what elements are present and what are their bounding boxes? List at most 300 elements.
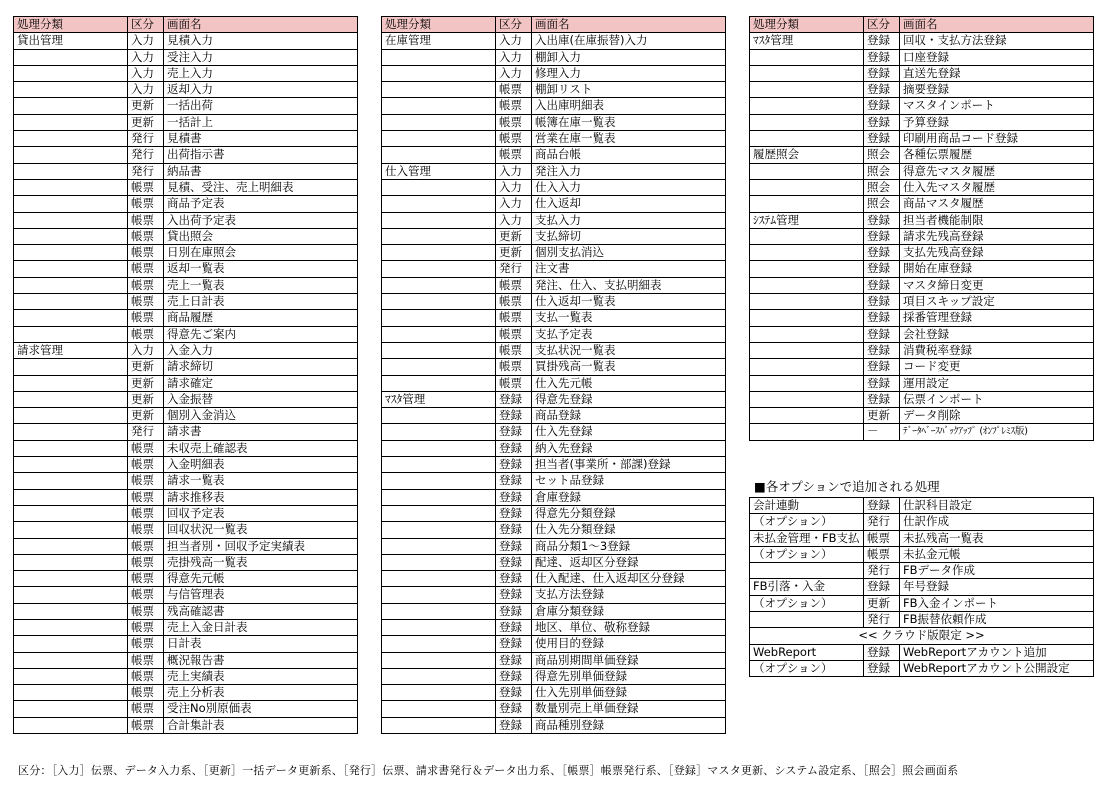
screen-name-cell: マスタ締日変更 xyxy=(900,277,1094,293)
category-cell xyxy=(382,554,496,570)
kubun-cell: 帳票 xyxy=(496,342,532,358)
table-row xyxy=(750,179,1094,195)
table-row xyxy=(750,131,1094,147)
kubun-cell: 帳票 xyxy=(128,277,164,293)
screen-name-cell: マスタインポート xyxy=(900,98,1094,114)
screen-name-cell: 売上一覧表 xyxy=(164,277,358,293)
screen-name-cell: 見積入力 xyxy=(164,33,358,49)
screen-name-cell: 得意先分類登録 xyxy=(532,505,726,521)
table-row xyxy=(382,326,726,342)
table-row xyxy=(14,147,358,163)
screen-name-cell: 支払状況一覧表 xyxy=(532,342,726,358)
category-cell xyxy=(750,375,864,391)
screen-name-cell: 返却一覧表 xyxy=(164,261,358,277)
kubun-cell: 帳票 xyxy=(496,375,532,391)
screen-name-cell: 仕入配達、仕入返却区分登録 xyxy=(532,571,726,587)
category-cell xyxy=(382,489,496,505)
kubun-cell: 登録 xyxy=(496,636,532,652)
screen-name-cell: 営業在庫一覧表 xyxy=(532,131,726,147)
table-left xyxy=(13,16,358,734)
kubun-cell: 入力 xyxy=(128,33,164,49)
kubun-cell: 登録 xyxy=(864,498,900,514)
table-row xyxy=(14,342,358,358)
kubun-cell: 帳票 xyxy=(128,636,164,652)
table-row xyxy=(14,652,358,668)
table-row xyxy=(750,212,1094,228)
kubun-cell: 帳票 xyxy=(128,685,164,701)
screen-name-cell: 支払一覧表 xyxy=(532,310,726,326)
screen-name-cell: 得意先マスタ履歴 xyxy=(900,163,1094,179)
category-cell xyxy=(382,49,496,65)
screen-name-cell: 支払予定表 xyxy=(532,326,726,342)
options-title: ■各オプションで追加される処理 xyxy=(754,479,940,494)
category-cell xyxy=(382,245,496,261)
category-cell xyxy=(750,294,864,310)
table-row xyxy=(14,49,358,65)
category-cell xyxy=(750,563,864,579)
table-row xyxy=(382,245,726,261)
category-cell xyxy=(750,228,864,244)
screen-name-cell: 入出庫(在庫振替)入力 xyxy=(532,33,726,49)
table-row xyxy=(14,668,358,684)
category-cell xyxy=(382,359,496,375)
table-row xyxy=(14,359,358,375)
kubun-cell: 帳票 xyxy=(496,131,532,147)
kubun-cell: － xyxy=(864,424,900,440)
table-row xyxy=(382,163,726,179)
category-cell xyxy=(382,685,496,701)
kubun-cell: 登録 xyxy=(496,505,532,521)
kubun-cell: 帳票 xyxy=(128,310,164,326)
table-row xyxy=(750,310,1094,326)
screen-name-cell: 帳簿在庫一覧表 xyxy=(532,114,726,130)
screen-name-cell: 運用設定 xyxy=(900,375,1094,391)
table-row xyxy=(382,261,726,277)
kubun-cell: 登録 xyxy=(496,440,532,456)
screen-name-cell: 使用目的登録 xyxy=(532,636,726,652)
screen-name-cell: FBデータ作成 xyxy=(900,563,1094,579)
screen-name-cell: 得意先別単価登録 xyxy=(532,668,726,684)
screen-name-cell: 与信管理表 xyxy=(164,587,358,603)
table-row xyxy=(750,612,1094,628)
category-cell xyxy=(14,457,128,473)
table-row xyxy=(750,595,1094,611)
screen-name-cell: 担当者別・回収予定実績表 xyxy=(164,538,358,554)
kubun-cell: 登録 xyxy=(864,326,900,342)
table-row xyxy=(14,212,358,228)
kubun-cell: 登録 xyxy=(496,652,532,668)
screen-name-cell: 商品登録 xyxy=(532,408,726,424)
screen-name-cell: 売上入金日計表 xyxy=(164,619,358,635)
kubun-cell: 登録 xyxy=(864,82,900,98)
table-row xyxy=(382,603,726,619)
category-cell xyxy=(14,554,128,570)
table-row xyxy=(382,82,726,98)
table-row xyxy=(14,114,358,130)
table-row xyxy=(382,701,726,717)
category-cell xyxy=(750,408,864,424)
category-cell xyxy=(750,98,864,114)
screen-name-cell: 売上入力 xyxy=(164,65,358,81)
category-cell xyxy=(750,245,864,261)
kubun-cell: 帳票 xyxy=(128,473,164,489)
table-row xyxy=(14,473,358,489)
screen-name-cell: 返却入力 xyxy=(164,82,358,98)
category-cell xyxy=(750,131,864,147)
screen-name-cell: 一括計上 xyxy=(164,114,358,130)
screen-name-cell: 入出庫明細表 xyxy=(532,98,726,114)
screen-name-cell: 売上分析表 xyxy=(164,685,358,701)
category-cell xyxy=(14,245,128,261)
category-cell: 貸出管理 xyxy=(14,33,128,49)
kubun-cell: 帳票 xyxy=(128,245,164,261)
category-cell xyxy=(382,294,496,310)
screen-name-cell: 発注、仕入、支払明細表 xyxy=(532,277,726,293)
screen-name-cell: 見積、受注、売上明細表 xyxy=(164,179,358,195)
table-options xyxy=(749,497,1094,677)
category-cell: ﾏｽﾀ管理 xyxy=(750,33,864,49)
category-cell xyxy=(14,636,128,652)
screen-name-cell: 仕入先分類登録 xyxy=(532,522,726,538)
kubun-cell: 照会 xyxy=(864,147,900,163)
screen-name-cell: 修理入力 xyxy=(532,65,726,81)
screen-name-cell: FB振替依頼作成 xyxy=(900,612,1094,628)
category-cell xyxy=(382,619,496,635)
screen-name-cell: 得意先元帳 xyxy=(164,571,358,587)
category-cell xyxy=(382,424,496,440)
kubun-cell: 帳票 xyxy=(128,717,164,733)
kubun-cell: 更新 xyxy=(128,391,164,407)
category-cell xyxy=(382,179,496,195)
kubun-cell: 帳票 xyxy=(128,701,164,717)
kubun-cell: 照会 xyxy=(864,163,900,179)
table-row xyxy=(382,571,726,587)
table-row xyxy=(382,359,726,375)
kubun-cell: 登録 xyxy=(864,212,900,228)
category-cell xyxy=(14,326,128,342)
table-row xyxy=(382,424,726,440)
table-row xyxy=(382,668,726,684)
screen-name-cell: 仕入先登録 xyxy=(532,424,726,440)
category-cell xyxy=(14,391,128,407)
table-row xyxy=(14,685,358,701)
screen-name-cell: 売上実績表 xyxy=(164,668,358,684)
table-row xyxy=(750,33,1094,49)
category-cell xyxy=(382,587,496,603)
screen-name-cell: 出荷指示書 xyxy=(164,147,358,163)
screen-name-cell: 採番管理登録 xyxy=(900,310,1094,326)
category-cell xyxy=(750,196,864,212)
kubun-cell: 帳票 xyxy=(496,294,532,310)
screen-name-cell: 一括出荷 xyxy=(164,98,358,114)
category-cell xyxy=(14,196,128,212)
kubun-cell: 登録 xyxy=(496,701,532,717)
table-row xyxy=(750,82,1094,98)
kubun-cell: 登録 xyxy=(496,424,532,440)
table-row xyxy=(750,326,1094,342)
category-cell: WebReport xyxy=(750,644,864,660)
category-cell xyxy=(382,701,496,717)
table-row xyxy=(14,179,358,195)
table-row xyxy=(14,375,358,391)
screen-name-cell: セット品登録 xyxy=(532,473,726,489)
category-cell xyxy=(382,505,496,521)
category-cell xyxy=(382,668,496,684)
category-cell xyxy=(14,603,128,619)
kubun-cell: 登録 xyxy=(864,114,900,130)
kubun-cell: 更新 xyxy=(128,114,164,130)
category-cell xyxy=(14,114,128,130)
category-cell xyxy=(382,326,496,342)
table-row xyxy=(750,514,1094,530)
table-row xyxy=(382,310,726,326)
table-row xyxy=(750,579,1094,595)
category-cell xyxy=(750,424,864,440)
kubun-cell: 入力 xyxy=(496,49,532,65)
screen-name-cell: 回収予定表 xyxy=(164,505,358,521)
category-cell xyxy=(14,717,128,733)
header-row xyxy=(750,17,1094,33)
kubun-cell: 帳票 xyxy=(128,538,164,554)
kubun-cell: 帳票 xyxy=(128,440,164,456)
table-row xyxy=(382,652,726,668)
table-row xyxy=(14,131,358,147)
kubun-cell: 登録 xyxy=(496,619,532,635)
category-cell xyxy=(14,489,128,505)
table-row xyxy=(14,294,358,310)
kubun-cell: 入力 xyxy=(128,82,164,98)
category-cell xyxy=(382,131,496,147)
screen-name-cell: 倉庫分類登録 xyxy=(532,603,726,619)
table-row xyxy=(382,457,726,473)
screen-name-cell: 請求書 xyxy=(164,424,358,440)
kubun-cell: 入力 xyxy=(128,49,164,65)
screen-name-cell: 納品書 xyxy=(164,163,358,179)
table-row xyxy=(14,277,358,293)
table-row xyxy=(14,538,358,554)
category-cell: ﾏｽﾀ管理 xyxy=(382,391,496,407)
screen-name-cell: 仕訳科目設定 xyxy=(900,498,1094,514)
category-cell xyxy=(382,196,496,212)
category-cell xyxy=(14,473,128,489)
screen-name-cell: 入出荷予定表 xyxy=(164,212,358,228)
category-cell xyxy=(14,212,128,228)
screen-name-cell: 売上日計表 xyxy=(164,294,358,310)
kubun-cell: 帳票 xyxy=(496,326,532,342)
table-row xyxy=(750,163,1094,179)
category-cell xyxy=(14,310,128,326)
screen-name-cell: 仕入先別単価登録 xyxy=(532,685,726,701)
kubun-cell: 帳票 xyxy=(128,261,164,277)
table-row xyxy=(382,49,726,65)
screen-name-cell: 貸出照会 xyxy=(164,228,358,244)
table-row xyxy=(382,619,726,635)
table-row xyxy=(382,114,726,130)
screen-name-cell: 会社登録 xyxy=(900,326,1094,342)
screen-name-cell: 配達、返却区分登録 xyxy=(532,554,726,570)
kubun-cell: 登録 xyxy=(864,245,900,261)
category-cell xyxy=(382,636,496,652)
header-kubun: 区分 xyxy=(496,17,532,33)
kubun-cell: 登録 xyxy=(864,65,900,81)
header-row xyxy=(14,17,358,33)
kubun-cell: 帳票 xyxy=(496,82,532,98)
screen-name-cell: 予算登録 xyxy=(900,114,1094,130)
category-cell xyxy=(382,652,496,668)
kubun-cell: 登録 xyxy=(496,473,532,489)
screen-name-cell: 注文書 xyxy=(532,261,726,277)
kubun-cell: 登録 xyxy=(864,579,900,595)
table-row xyxy=(750,49,1094,65)
category-cell xyxy=(382,82,496,98)
category-cell xyxy=(750,163,864,179)
screen-name-cell: 開始在庫登録 xyxy=(900,261,1094,277)
kubun-cell: 登録 xyxy=(496,717,532,733)
category-cell xyxy=(14,228,128,244)
category-cell xyxy=(750,114,864,130)
kubun-cell: 帳票 xyxy=(496,98,532,114)
table-row xyxy=(750,546,1094,562)
screen-name-cell: 商品台帳 xyxy=(532,147,726,163)
category-cell: 会計連動 xyxy=(750,498,864,514)
screen-name-cell: 請求推移表 xyxy=(164,489,358,505)
kubun-cell: 登録 xyxy=(864,228,900,244)
kubun-cell: 帳票 xyxy=(496,114,532,130)
screen-name-cell: 倉庫登録 xyxy=(532,489,726,505)
table-row xyxy=(750,277,1094,293)
kubun-cell: 帳票 xyxy=(496,359,532,375)
kubun-cell: 登録 xyxy=(496,457,532,473)
screen-name-cell: 発注入力 xyxy=(532,163,726,179)
category-cell xyxy=(382,342,496,358)
kubun-cell: 更新 xyxy=(496,245,532,261)
screen-name-cell: 請求先残高登録 xyxy=(900,228,1094,244)
kubun-cell: 登録 xyxy=(864,33,900,49)
table-row xyxy=(14,424,358,440)
table-row xyxy=(382,98,726,114)
category-cell xyxy=(14,131,128,147)
kubun-cell: 登録 xyxy=(864,391,900,407)
screen-name-cell: 支払方法登録 xyxy=(532,587,726,603)
category-cell xyxy=(14,82,128,98)
header-screen-name: 画面名 xyxy=(164,17,358,33)
category-cell: （オプション） xyxy=(750,660,864,676)
screen-name-cell: 得意先登録 xyxy=(532,391,726,407)
table-row xyxy=(14,98,358,114)
screen-name-cell: 地区、単位、敬称登録 xyxy=(532,619,726,635)
screen-name-cell: 商品別期間単価登録 xyxy=(532,652,726,668)
kubun-cell: 帳票 xyxy=(128,652,164,668)
table-row xyxy=(14,163,358,179)
kubun-cell: 更新 xyxy=(128,375,164,391)
kubun-cell: 入力 xyxy=(128,65,164,81)
screen-name-cell: 棚卸リスト xyxy=(532,82,726,98)
screen-name-cell: 商品分類1～3登録 xyxy=(532,538,726,554)
kubun-cell: 登録 xyxy=(864,294,900,310)
screen-name-cell: 棚卸入力 xyxy=(532,49,726,65)
category-cell xyxy=(14,685,128,701)
kubun-cell: 発行 xyxy=(864,514,900,530)
category-cell xyxy=(750,391,864,407)
category-cell xyxy=(14,522,128,538)
kubun-cell: 発行 xyxy=(864,612,900,628)
table-row xyxy=(382,554,726,570)
screen-name-cell: 未収売上確認表 xyxy=(164,440,358,456)
kubun-cell: 帳票 xyxy=(128,554,164,570)
screen-name-cell: 年号登録 xyxy=(900,579,1094,595)
kubun-cell: 発行 xyxy=(128,131,164,147)
kubun-cell: 登録 xyxy=(864,261,900,277)
category-cell xyxy=(750,65,864,81)
screen-name-cell: ﾃﾞｰﾀﾍﾞｰｽﾊﾞｯｸｱｯﾌﾟ (ｵﾝﾌﾟﾚﾐｽ版) xyxy=(900,424,1094,440)
screen-name-cell: 入金振替 xyxy=(164,391,358,407)
table-row xyxy=(14,440,358,456)
kubun-cell: 登録 xyxy=(864,644,900,660)
category-cell xyxy=(750,310,864,326)
kubun-cell: 帳票 xyxy=(128,196,164,212)
screen-name-cell: WebReportアカウント公開設定 xyxy=(900,660,1094,676)
category-cell xyxy=(382,277,496,293)
screen-name-cell: 支払先残高登録 xyxy=(900,245,1094,261)
screen-name-cell: 商品予定表 xyxy=(164,196,358,212)
category-cell xyxy=(14,701,128,717)
category-cell xyxy=(14,261,128,277)
screen-name-cell: 入金入力 xyxy=(164,342,358,358)
category-cell: （オプション） xyxy=(750,514,864,530)
legend-note: 区分：［入力］伝票、データ入力系、［更新］一括データ更新系、［発行］伝票、請求書発行＆データ出力系、［帳票］帳票発行系、［登録］マスタ更新、システム設定系、［照会］照会画面系 xyxy=(18,764,959,777)
screen-name-cell: 得意先ご案内 xyxy=(164,326,358,342)
header-kubun: 区分 xyxy=(864,17,900,33)
table-row xyxy=(14,228,358,244)
screen-name-cell: 未払金元帳 xyxy=(900,546,1094,562)
table-row xyxy=(14,587,358,603)
table-row xyxy=(750,375,1094,391)
screen-name-cell: 項目スキップ設定 xyxy=(900,294,1094,310)
table-row xyxy=(14,619,358,635)
table-row xyxy=(382,538,726,554)
table-row xyxy=(14,65,358,81)
category-cell xyxy=(382,473,496,489)
category-cell xyxy=(14,277,128,293)
table-row xyxy=(382,131,726,147)
category-cell: （オプション） xyxy=(750,546,864,562)
kubun-cell: 帳票 xyxy=(128,587,164,603)
kubun-cell: 入力 xyxy=(128,342,164,358)
screen-name-cell: 直送先登録 xyxy=(900,65,1094,81)
category-cell xyxy=(14,652,128,668)
table-row xyxy=(14,33,358,49)
category-cell xyxy=(382,408,496,424)
category-cell xyxy=(382,571,496,587)
table-row xyxy=(14,245,358,261)
table-row xyxy=(14,391,358,407)
screen-name-cell: データ削除 xyxy=(900,408,1094,424)
table-row xyxy=(382,685,726,701)
table-row xyxy=(14,408,358,424)
category-cell xyxy=(382,65,496,81)
screen-name-cell: 商品種別登録 xyxy=(532,717,726,733)
category-cell xyxy=(750,612,864,628)
screen-name-cell: 担当者機能制限 xyxy=(900,212,1094,228)
table-row xyxy=(382,147,726,163)
table-row xyxy=(382,505,726,521)
table-row xyxy=(14,636,358,652)
screen-name-cell: 仕入先マスタ履歴 xyxy=(900,179,1094,195)
table-row xyxy=(14,326,358,342)
category-cell xyxy=(14,571,128,587)
category-cell xyxy=(14,65,128,81)
table-row xyxy=(14,310,358,326)
